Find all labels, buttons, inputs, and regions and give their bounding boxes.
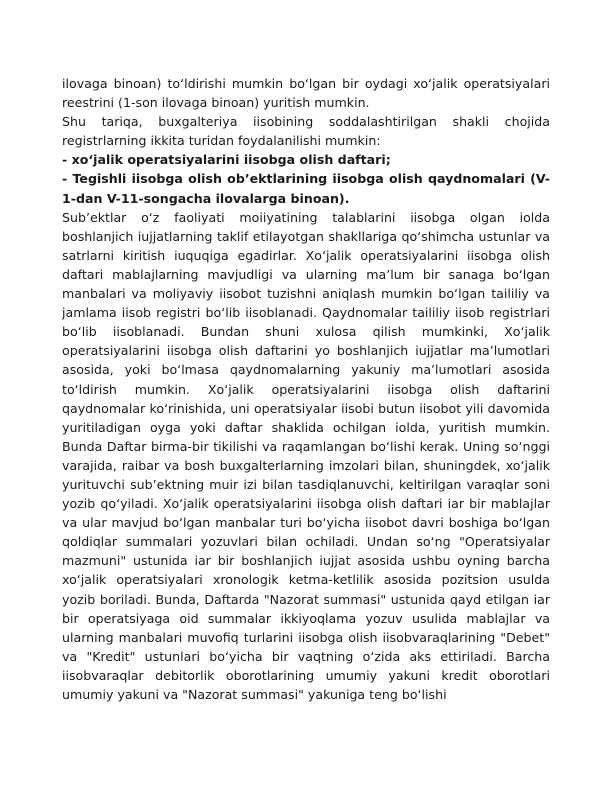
document-body bbox=[62, 74, 550, 704]
bullet-operations-book: - xo‘jalik operatsiyalarini iisobga olish daftari; bbox=[62, 152, 391, 168]
paragraph-forms: Shu tariqa, buxgalteriya iisobining soddalashtirilgan shakli chojida registrlarning ikkita turidan foydalanilishi mumkin: bbox=[62, 114, 550, 149]
paragraph-intro: ilovaga binoan) to‘ldirishi mumkin bo‘lgan bir oydagi xo‘jalik operatsiyalari reestrini (1-son ilovaga binoan) yuritish mumkin. bbox=[62, 76, 550, 111]
paragraph-main: Sub’ektlar o‘z faoliyati moiiyatining talablarini iisobga olgan iolda boshlanjich iujjatlarning taklif etilayotgan shakllariga qo‘shimcha ustunlar va satrlarni kiritish iuquqiga egadirlar. Xo‘jalik operatsiyalarini iisobga olish daftari mablajlarning mavjudligi va ularning ma’lum bir sanaga bo‘lgan manbalari va moliyaviy iisobot tuzishni aniqlash mumkin bo‘lgan taililiy va jamlama iisob registri bo‘lib iisoblanadi. Qaydnomalar taililiy iisob registrlari bo‘lib iisoblanadi. Bundan shuni xulosa qilish mumkinki, Xo‘jalik operatsiyalarini iisobga olish daftarini yo boshlanjich iujjatlar ma’lumotlari asosida, yoki bo‘lmasa qaydnomalarning yakuniy ma’lumotlari asosida to‘ldirish mumkin. Xo‘jalik operatsiyalarini iisobga olish daftarini qaydnomalar ko‘rinishida, uni operatsiyalar iisobi butun iisobot yili davomida yuritiladigan oyga yoki daftar shaklida ochilgan iolda, yuritish mumkin. Bunda Daftar birma-bir tikilishi va raqamlangan bo‘lishi kerak. Uning so‘nggi varajida, raibar va bosh buxgalterlarning imzolari bilan, shuningdek, xo‘jalik yurituvchi sub’ektning muir izi bilan tasdiqlanuvchi, keltirilgan varaqlar soni yozib qo‘yiladi. Xo‘jalik operatsiyalarini iisobga olish daftari iar bir mablajlar va ular mavjud bo‘lgan manbalar turi bo‘yicha iisobot davri boshiga bo‘lgan qoldiqlar summalari yozuvlari bilan ochiladi. Undan so‘ng "Operatsiyalar mazmuni" ustunida iar bir boshlanjich iujjat asosida ushbu oyning barcha xo‘jalik operatsiyalari xronologik ketma-ketlilik asosida pozitsion usulda yozib boriladi. Bunda, Daftarda "Nazorat summasi" ustunida qayd etilgan iar bir operatsiyaga oid summalar ikkiyoqlama yozuv usulida mablajlar va ularning manbalari muvofiq turlarini iisobga olish iisobvaraqlarining "Debet" va "Kredit" ustunlari bo‘yicha bir vaqtning o‘zida aks ettiriladi. Barcha iisobvaraqlar debitorlik oborotlarining umumiy yakuni kredit oborotlari umumiy yakuni va "Nazorat summasi" yakuniga teng bo‘lishi bbox=[62, 209, 550, 702]
bullet-registers: - Tegishli iisobga olish ob’ektlarining iisobga olish qaydnomalari (V-1-dan V-11-songacha ilovalarga binoan). bbox=[62, 171, 550, 206]
